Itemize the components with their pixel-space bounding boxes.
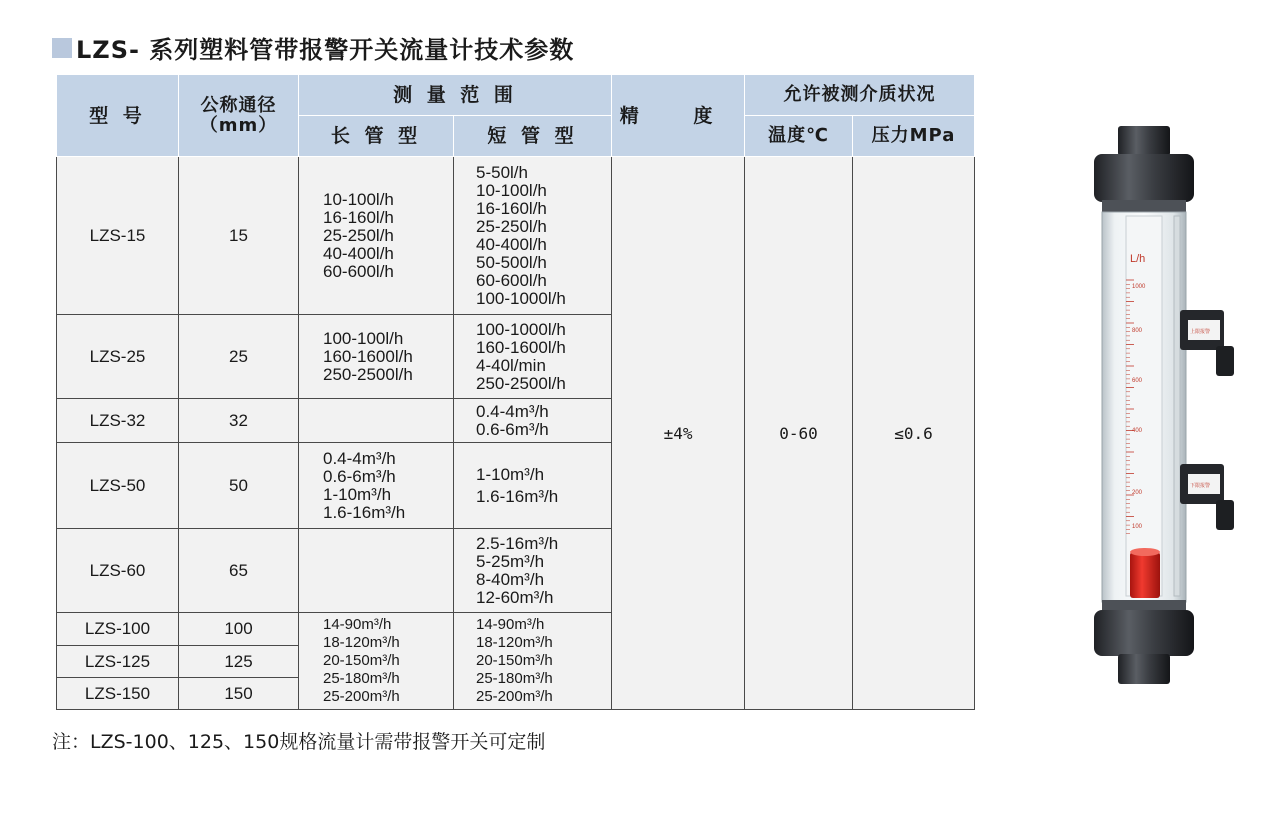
range-value: 40-400l/h <box>323 243 394 263</box>
range-value: 25-180m³/h <box>323 670 400 687</box>
range-value: 1-10m³/h <box>476 464 545 484</box>
header-medium: 允许被测介质状况 <box>745 75 975 116</box>
bottom-pipe <box>1118 654 1170 684</box>
float <box>1130 552 1160 598</box>
temperature-cell: 0-60 <box>745 157 853 710</box>
range-value: 50-500l/h <box>476 252 547 272</box>
nominal-cell: 100 <box>179 613 299 646</box>
short-range-cell <box>454 529 612 613</box>
nominal-cell: 32 <box>179 399 299 443</box>
lower-switch-label: 下限报警 <box>1190 483 1211 489</box>
range-value: 18-120m³/h <box>476 634 553 651</box>
header-short-tube: 短 管 型 <box>454 116 612 157</box>
range-value: 20-150m³/h <box>476 652 553 669</box>
header-temperature: 温度℃ <box>745 116 853 157</box>
range-value: 25-200m³/h <box>476 688 553 705</box>
nominal-cell: 150 <box>179 678 299 710</box>
scale-tick-label: 800 <box>1132 328 1143 334</box>
long-range-cell <box>299 613 454 710</box>
long-range-cell <box>299 529 454 613</box>
long-range-cell <box>299 315 454 399</box>
lower-switch-plug <box>1216 500 1234 530</box>
header-nominal <box>179 75 299 157</box>
range-value: 16-160l/h <box>323 207 394 227</box>
model-cell: LZS-25 <box>57 315 179 399</box>
range-value: 14-90m³/h <box>323 616 392 633</box>
top-pipe <box>1118 126 1170 156</box>
short-range-cell <box>454 613 612 710</box>
range-value: 160-1600l/h <box>323 346 413 366</box>
short-range-cell <box>454 399 612 443</box>
long-range-cell <box>299 399 454 443</box>
model-cell: LZS-60 <box>57 529 179 613</box>
switch-rail <box>1174 216 1180 596</box>
header-accuracy: 精 度 <box>612 75 745 157</box>
header-range: 测 量 范 围 <box>299 75 612 116</box>
short-range-cell <box>454 443 612 529</box>
range-value: 5-50l/h <box>476 162 528 182</box>
range-value: 60-600l/h <box>323 261 394 281</box>
nominal-cell: 65 <box>179 529 299 613</box>
nominal-cell: 25 <box>179 315 299 399</box>
scale-tick-label: 200 <box>1132 490 1143 496</box>
range-value: 100-1000l/h <box>476 319 566 339</box>
nominal-cell: 50 <box>179 443 299 529</box>
model-cell: LZS-15 <box>57 157 179 315</box>
range-value: 25-200m³/h <box>323 688 400 705</box>
title-text: LZS- 系列塑料管带报警开关流量计技术参数 <box>76 36 575 64</box>
scale-unit: L/h <box>1130 253 1146 265</box>
range-value: 10-100l/h <box>323 189 394 209</box>
range-value: 8-40m³/h <box>476 569 545 589</box>
header-pressure: 压力MPa <box>853 116 975 157</box>
scale-tick-label: 400 <box>1132 428 1143 434</box>
model-cell: LZS-100 <box>57 613 179 646</box>
header-long-tube: 长 管 型 <box>299 116 454 157</box>
range-value: 1.6-16m³/h <box>476 486 559 506</box>
range-value: 10-100l/h <box>476 180 547 200</box>
scale-tick-label: 100 <box>1132 524 1143 530</box>
long-range-cell <box>299 443 454 529</box>
model-cell: LZS-32 <box>57 399 179 443</box>
range-value: 18-120m³/h <box>323 634 400 651</box>
upper-switch-label: 上限报警 <box>1190 329 1211 335</box>
float-top <box>1130 548 1160 556</box>
range-value: 5-25m³/h <box>476 551 545 571</box>
nominal-cell: 15 <box>179 157 299 315</box>
range-value: 250-2500l/h <box>476 373 566 393</box>
range-value: 0.4-4m³/h <box>323 448 396 468</box>
header-model: 型 号 <box>57 75 179 157</box>
short-range-cell <box>454 157 612 315</box>
short-range-cell <box>454 315 612 399</box>
range-value: 0.6-6m³/h <box>476 419 549 439</box>
range-value: 1-10m³/h <box>323 484 392 504</box>
range-value: 100-1000l/h <box>476 288 566 308</box>
pressure-cell: ≤0.6 <box>853 157 975 710</box>
range-value: 14-90m³/h <box>476 616 545 633</box>
range-value: 160-1600l/h <box>476 337 566 357</box>
spec-table <box>56 74 975 710</box>
page-title <box>52 30 574 65</box>
range-value: 25-250l/h <box>476 216 547 236</box>
accuracy-cell: ±4% <box>612 157 745 710</box>
range-value: 40-400l/h <box>476 234 547 254</box>
header-nominal-unit: （mm） <box>199 114 278 136</box>
range-value: 12-60m³/h <box>476 587 554 607</box>
inner-tube <box>1126 216 1162 596</box>
model-cell: LZS-125 <box>57 646 179 678</box>
top-collar <box>1102 200 1186 212</box>
range-value: 20-150m³/h <box>323 652 400 669</box>
scale-tick-label: 600 <box>1132 378 1143 384</box>
range-value: 25-250l/h <box>323 225 394 245</box>
title-marker-icon <box>52 38 72 58</box>
top-nut <box>1094 154 1194 202</box>
header-nominal-label: 公称通径 <box>200 94 277 116</box>
long-range-cell <box>299 157 454 315</box>
bottom-nut <box>1094 610 1194 656</box>
range-value: 2.5-16m³/h <box>476 533 559 553</box>
range-value: 16-160l/h <box>476 198 547 218</box>
table-row <box>57 157 975 315</box>
range-value: 250-2500l/h <box>323 364 413 384</box>
range-value: 1.6-16m³/h <box>323 502 406 522</box>
range-value: 60-600l/h <box>476 270 547 290</box>
range-value: 0.4-4m³/h <box>476 401 549 421</box>
range-value: 0.6-6m³/h <box>323 466 396 486</box>
range-value: 4-40l/min <box>476 355 546 375</box>
model-cell: LZS-150 <box>57 678 179 710</box>
footnote: 注：LZS-100、125、150规格流量计需带报警开关可定制 <box>52 731 546 753</box>
range-value: 25-180m³/h <box>476 670 553 687</box>
nominal-cell: 125 <box>179 646 299 678</box>
model-cell: LZS-50 <box>57 443 179 529</box>
scale-tick-label: 1000 <box>1132 284 1146 290</box>
flowmeter-photo <box>1088 120 1248 690</box>
upper-switch-plug <box>1216 346 1234 376</box>
range-value: 100-100l/h <box>323 328 404 348</box>
